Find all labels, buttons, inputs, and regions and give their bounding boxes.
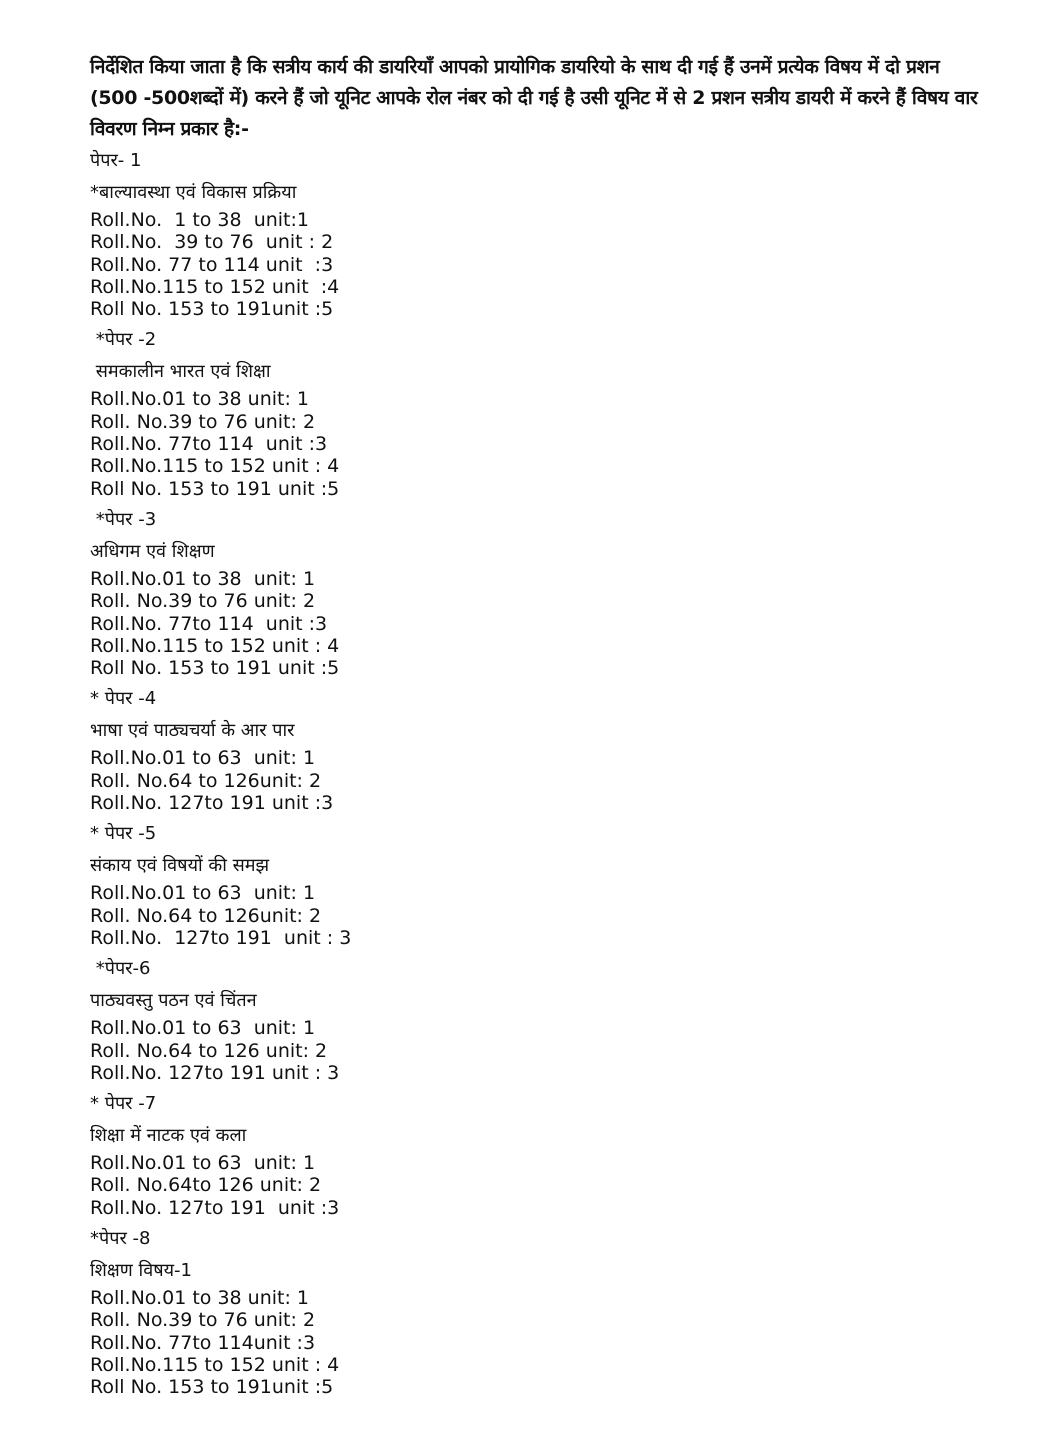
roll-unit-row: Roll. No.39 to 76 unit: 2 (90, 1309, 316, 1332)
paper-subject: भाषा एवं पाठ्यचर्या के आर पार (90, 720, 295, 742)
paper-section (90, 504, 990, 679)
roll-unit-row: Roll. No.39 to 76 unit: 2 (90, 410, 316, 433)
instructions-paragraph: निर्देशित किया जाता है कि सत्रीय कार्य की डायरियाँ आपको प्रायोगिक डायरियो के साथ दी गई हैं उनमें प्रत्येक विषय में दो प्रशन (500 -500शब्दों में) करने हैं जो यूनिट आपके रोल नंबर को दी गई है उसी यूनिट में से 2 प्रशन सत्रीय डायरी में करने हैं विषय वार विवरण निम्न प्रकार है:- (90, 56, 978, 140)
paper-section (90, 324, 990, 499)
roll-unit-row: Roll No. 153 to 191unit :5 (90, 298, 334, 321)
paper-section (90, 1088, 990, 1219)
roll-unit-row: Roll. No.39 to 76 unit: 2 (90, 590, 316, 613)
roll-unit-row: Roll.No. 77 to 114 unit :3 (90, 253, 334, 276)
roll-unit-row: Roll No. 153 to 191unit :5 (90, 1376, 334, 1399)
roll-unit-row: Roll.No. 1 to 38 unit:1 (90, 209, 309, 231)
paper-subject: *बाल्यावस्था एवं विकास प्रक्रिया (90, 182, 297, 203)
roll-unit-row: Roll No. 153 to 191 unit :5 (90, 477, 340, 500)
paper-heading: * पेपर -4 (90, 688, 157, 710)
roll-unit-row: Roll. No.64 to 126unit: 2 (90, 904, 322, 927)
roll-unit-row: Roll.No.01 to 63 unit: 1 (90, 1152, 316, 1175)
papers-list (90, 145, 990, 1399)
paper-heading: *पेपर -3 (90, 508, 157, 530)
paper-heading: पेपर- 1 (90, 150, 142, 171)
paper-heading: *पेपर-6 (90, 958, 151, 980)
roll-unit-row: Roll.No.01 to 63 unit: 1 (90, 882, 316, 905)
roll-unit-row: Roll. No.64 to 126unit: 2 (90, 769, 322, 792)
roll-unit-row: Roll.No. 127to 191 unit : 3 (90, 926, 352, 949)
paper-heading: *पेपर -2 (90, 329, 157, 351)
roll-unit-row: Roll.No.115 to 152 unit : 4 (90, 1353, 340, 1376)
roll-unit-row: Roll.No. 127to 191 unit :3 (90, 792, 334, 815)
paper-section (90, 683, 990, 814)
roll-unit-row: Roll.No. 127to 191 unit :3 (90, 1196, 340, 1219)
paper-heading: * पेपर -7 (90, 1093, 157, 1115)
paper-subject: संकाय एवं विषयों की समझ (90, 855, 270, 877)
roll-unit-row: Roll.No.115 to 152 unit : 4 (90, 455, 340, 478)
paper-heading: * पेपर -5 (90, 823, 157, 845)
paper-section (90, 953, 990, 1084)
roll-unit-row: Roll. No.64 to 126 unit: 2 (90, 1039, 328, 1062)
document-page (90, 52, 990, 1399)
roll-unit-row: Roll.No.01 to 38 unit: 1 (90, 567, 316, 590)
paper-subject: अधिगम एवं शिक्षण (90, 540, 215, 562)
roll-unit-row: Roll.No.01 to 38 unit: 1 (90, 1287, 310, 1310)
paper-subject: समकालीन भारत एवं शिक्षा (90, 361, 271, 383)
roll-unit-row: Roll.No. 77to 114 unit :3 (90, 612, 328, 635)
roll-unit-row: Roll No. 153 to 191 unit :5 (90, 657, 340, 680)
roll-unit-row: Roll.No.01 to 63 unit: 1 (90, 1017, 316, 1040)
roll-unit-row: Roll.No. 77to 114unit :3 (90, 1331, 316, 1354)
paper-heading: *पेपर -8 (90, 1228, 151, 1250)
paper-subject: शिक्षा में नाटक एवं कला (90, 1125, 247, 1147)
paper-section (90, 1223, 990, 1398)
roll-unit-row: Roll.No. 39 to 76 unit : 2 (90, 231, 334, 254)
roll-unit-row: Roll.No. 127to 191 unit : 3 (90, 1061, 340, 1084)
paper-section (90, 818, 990, 949)
roll-unit-row: Roll. No.64to 126 unit: 2 (90, 1174, 322, 1197)
roll-unit-row: Roll.No.01 to 63 unit: 1 (90, 747, 316, 770)
roll-unit-row: Roll.No.115 to 152 unit : 4 (90, 634, 340, 657)
paper-section (90, 145, 990, 320)
paper-subject: पाठ्यवस्तु पठन एवं चिंतन (90, 990, 257, 1012)
roll-unit-row: Roll.No. 77to 114 unit :3 (90, 433, 328, 456)
roll-unit-row: Roll.No.01 to 38 unit: 1 (90, 388, 310, 411)
paper-subject: शिक्षण विषय-1 (90, 1260, 193, 1282)
roll-unit-row: Roll.No.115 to 152 unit :4 (90, 275, 340, 298)
